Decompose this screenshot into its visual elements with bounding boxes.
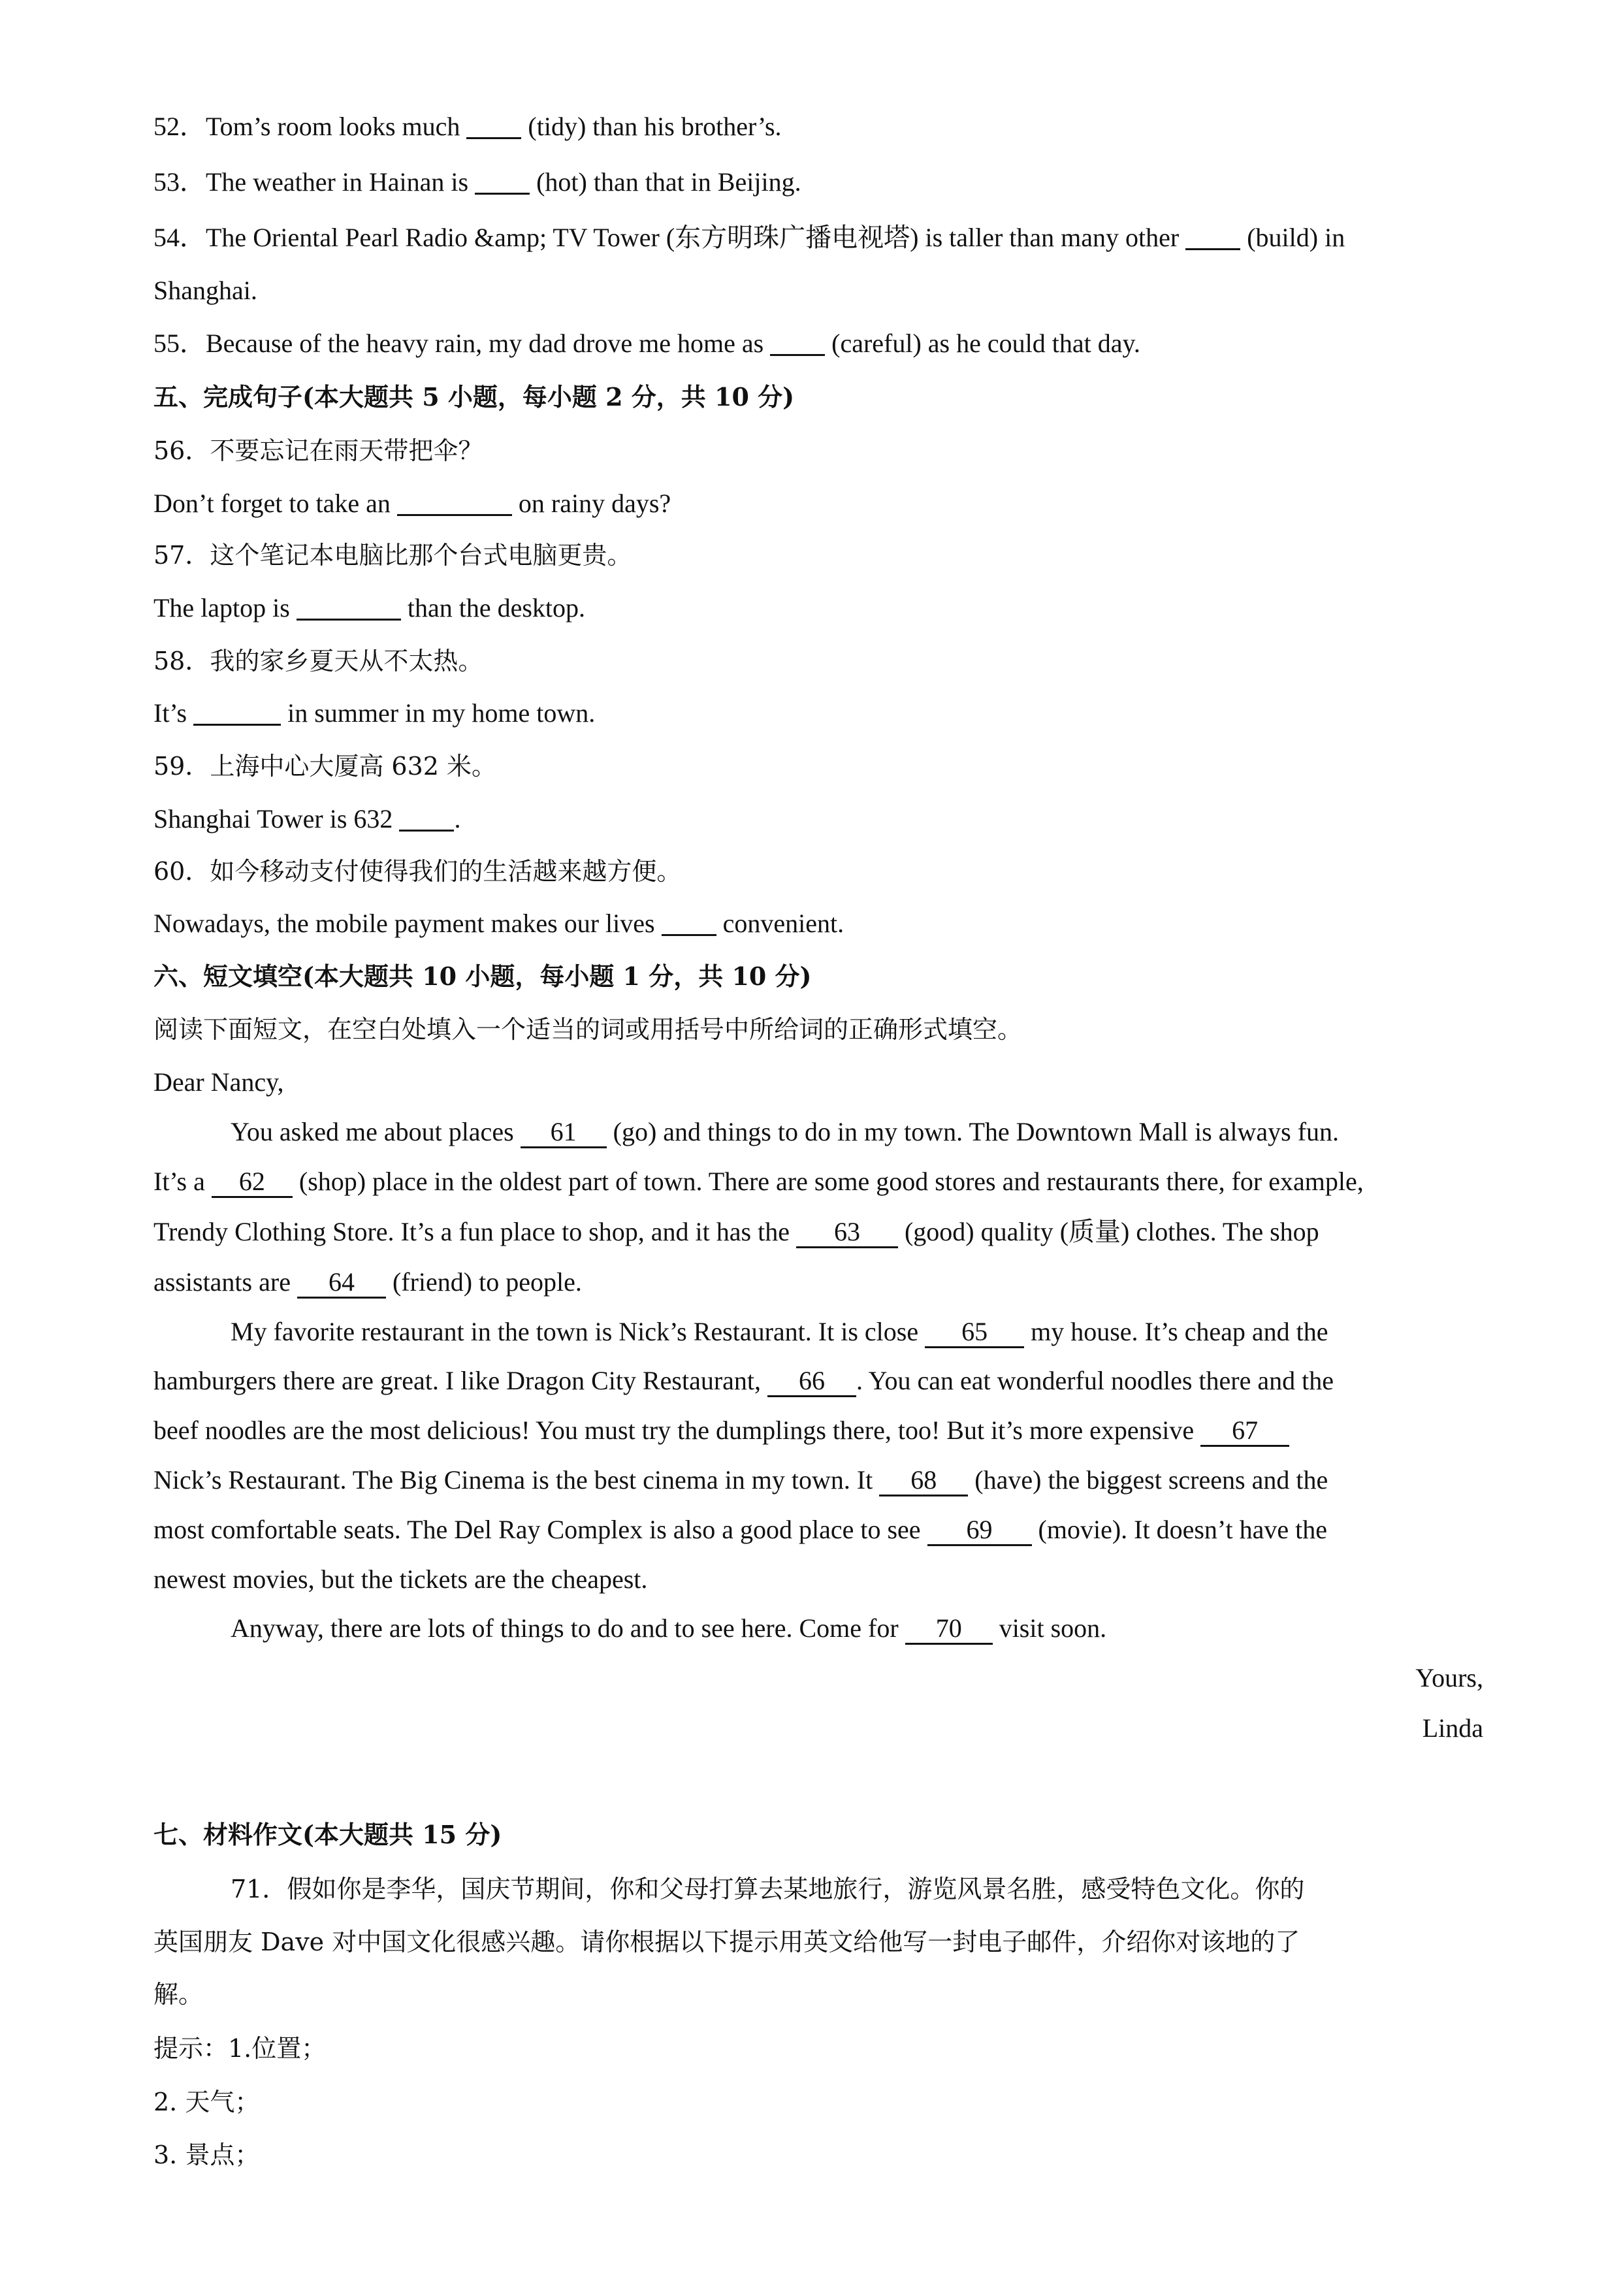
answer-blank[interactable] [1185,222,1240,250]
passage-line: most comfortable seats. The Del Ray Complex is also a good place to see 69 (movie). It doesn’t have the [153,1513,1327,1547]
answer-blank[interactable] [193,698,281,726]
answer-blank[interactable] [662,908,716,936]
answer-blank-66[interactable]: 66 [767,1366,856,1397]
passage-line: assistants are 64 (friend) to people. [153,1265,582,1299]
question-56-english: Don’t forget to take an on rainy days? [153,489,671,518]
question-58-english: It’s in summer in my home town. [153,698,596,728]
letter-signature: Linda [1422,1713,1483,1743]
answer-blank-68[interactable]: 68 [879,1466,968,1496]
question-54-continued: Shanghai. [153,276,257,305]
hint-item: 提示：1.位置； [153,2034,327,2063]
hint-item: 3. 景点； [153,2141,260,2169]
passage-line: You asked me about places 61 (go) and things to do in my town. The Downtown Mall is always fun. [231,1115,1339,1149]
hint-item: 2. 天气； [153,2088,260,2116]
passage-line: Anyway, there are lots of things to do and to see here. Come for 70 visit soon. [231,1611,1106,1645]
section-heading: 七、材料作文(本大题共 15 分) [153,1820,502,1849]
passage-line: hamburgers there are great. I like Dragon City Restaurant, 66 . You can eat wonderful noodles there and the [153,1364,1334,1398]
passage-line: beef noodles are the most delicious! You must try the dumplings there, too! But it’s more expensive 67 [153,1414,1289,1447]
letter-closing: Yours, [1415,1663,1483,1692]
answer-blank[interactable] [770,328,825,356]
answer-blank[interactable] [397,488,512,516]
answer-blank-70[interactable]: 70 [905,1614,993,1645]
answer-blank-64[interactable]: 64 [297,1268,386,1299]
section-heading: 五、完成句子(本大题共 5 小题，每小题 2 分，共 10 分) [153,382,795,412]
question-53: 53．The weather in Hainan is (hot) than that in Beijing. [153,167,801,197]
question-71-text: 解。 [153,1980,204,2009]
answer-blank-67[interactable]: 67 [1200,1416,1289,1447]
passage-line: Trendy Clothing Store. It’s a fun place to shop, and it has the 63 (good) quality (质量) clothes. The shop [153,1215,1319,1249]
question-57-english: The laptop is than the desktop. [153,593,586,623]
section-heading: 六、短文填空(本大题共 10 小题，每小题 1 分，共 10 分) [153,962,812,991]
answer-blank-61[interactable]: 61 [521,1118,607,1148]
answer-blank-63[interactable]: 63 [796,1218,898,1248]
question-71-text: 英国朋友 Dave 对中国文化很感兴趣。请你根据以下提示用英文给他写一封电子邮件，介绍你对该地的了 [153,1928,1300,1956]
question-60-english: Nowadays, the mobile payment makes our lives convenient. [153,909,844,938]
passage-line: It’s a 62 (shop) place in the oldest part of town. There are some good stores and restaurants there, for example, [153,1165,1364,1199]
answer-blank-62[interactable]: 62 [212,1167,293,1198]
question-55: 55．Because of the heavy rain, my dad drove me home as (careful) as he could that day. [153,329,1140,358]
question-52: 52．Tom’s room looks much (tidy) than his brother’s. [153,112,782,141]
passage-line: Nick’s Restaurant. The Big Cinema is the best cinema in my town. It 68 (have) the biggest screens and the [153,1463,1328,1497]
question-60-chinese: 60．如今移动支付使得我们的生活越来越方便。 [153,857,682,886]
question-59-english: Shanghai Tower is 632 . [153,804,461,833]
answer-blank[interactable] [399,803,454,832]
question-71-text: 71．假如你是李华，国庆节期间，你和父母打算去某地旅行，游览风景名胜，感受特色文化。你的 [231,1875,1305,1903]
answer-blank-65[interactable]: 65 [925,1318,1024,1348]
letter-greeting: Dear Nancy, [153,1067,284,1097]
question-57-chinese: 57．这个笔记本电脑比那个台式电脑更贵。 [153,541,632,570]
question-58-chinese: 58．我的家乡夏天从不太热。 [153,647,483,675]
answer-blank[interactable] [297,592,401,621]
question-54: 54．The Oriental Pearl Radio &amp; TV Tower (东方明珠广播电视塔) is taller than many other (build) in [153,223,1345,252]
question-56-chinese: 56．不要忘记在雨天带把伞？ [153,436,483,465]
question-number: 52． [153,112,206,141]
answer-blank[interactable] [475,167,530,195]
section-instruction: 阅读下面短文，在空白处填入一个适当的词或用括号中所给词的正确形式填空。 [153,1015,1023,1044]
passage-line: newest movies, but the tickets are the cheapest. [153,1564,648,1594]
question-59-chinese: 59．上海中心大厦高 632 米。 [153,752,497,781]
answer-blank-69[interactable]: 69 [927,1515,1032,1546]
passage-line: My favorite restaurant in the town is Nick’s Restaurant. It is close 65 my house. It’s cheap and the [231,1315,1328,1349]
answer-blank[interactable] [466,111,521,139]
